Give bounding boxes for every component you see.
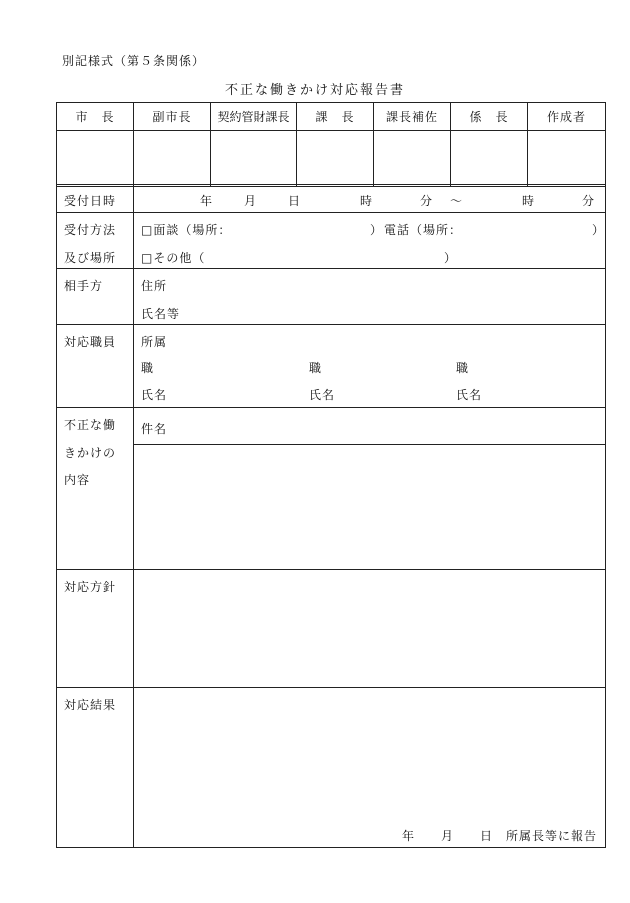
datetime-hour: 時	[360, 194, 373, 208]
content-label-line-3: 内容	[64, 473, 91, 487]
approval-header-mayor: 市 長	[57, 103, 134, 131]
other-close: ）	[444, 251, 458, 265]
reception-method-label-cell	[57, 213, 134, 269]
reception-method-label-2: 及び場所	[64, 251, 117, 265]
datetime-year: 年	[200, 194, 213, 208]
counterpart-address-label: 住所	[141, 279, 168, 293]
approval-table	[56, 102, 606, 187]
reception-method-label-1: 受付方法	[64, 223, 117, 237]
policy-label: 対応方針	[64, 580, 117, 594]
reception-method-field	[134, 213, 606, 269]
staff-name-label-3: 氏名	[456, 388, 483, 402]
reception-datetime-label: 受付日時	[64, 194, 117, 208]
staff-dept-label: 所属	[141, 335, 168, 349]
content-label-cell	[57, 408, 134, 570]
counterpart-field[interactable]	[134, 269, 606, 325]
phone-option[interactable]: 電話（場所：	[384, 223, 463, 237]
approval-header-deputy-mayor: 副市長	[134, 103, 211, 131]
datetime-hour-end: 時	[522, 194, 535, 208]
meeting-checkbox-option[interactable]: □面談（場所：	[141, 223, 232, 237]
result-field[interactable]	[134, 688, 606, 848]
reception-datetime-label-cell	[57, 185, 134, 213]
staff-name-label-2: 氏名	[309, 388, 336, 402]
result-label-cell	[57, 688, 134, 848]
approval-header-subsection-chief: 係 長	[451, 103, 528, 131]
staff-label-cell	[57, 325, 134, 408]
datetime-day: 日	[288, 194, 301, 208]
content-body-field[interactable]	[134, 445, 606, 570]
stamp-box-contract-manager[interactable]	[211, 131, 297, 187]
approval-header-section-chief: 課 長	[297, 103, 374, 131]
page-title: 不正な働きかけ対応報告書	[224, 83, 405, 98]
datetime-tilde: ～	[450, 194, 463, 208]
result-label: 対応結果	[64, 698, 117, 712]
content-subject-field[interactable]	[134, 408, 606, 445]
counterpart-name-label: 氏名等	[141, 307, 181, 321]
staff-position-label-2: 職	[309, 361, 323, 375]
approval-header-contract-manager: 契約管財課長	[211, 103, 297, 131]
datetime-minute-end: 分	[582, 194, 595, 208]
form-label: 別記様式（第５条関係）	[62, 54, 206, 68]
approval-header-author: 作成者	[528, 103, 606, 131]
counterpart-label-cell	[57, 269, 134, 325]
stamp-box-subsection-chief[interactable]	[451, 131, 528, 187]
staff-position-label-3: 職	[456, 361, 470, 375]
content-label-line-1: 不正な働	[64, 418, 117, 432]
content-label-line-2: きかけの	[64, 446, 117, 460]
stamp-box-author[interactable]	[528, 131, 606, 187]
datetime-month: 月	[244, 194, 257, 208]
counterpart-label: 相手方	[64, 279, 104, 293]
meeting-place-close: ）	[370, 223, 384, 237]
stamp-box-deputy-mayor[interactable]	[134, 131, 211, 187]
staff-field[interactable]	[134, 325, 606, 408]
approval-header-assistant-chief: 課長補佐	[374, 103, 451, 131]
policy-field[interactable]	[134, 570, 606, 688]
result-report-footer: 年 月 日 所属長等に報告	[401, 829, 597, 843]
reception-datetime-field[interactable]	[134, 185, 606, 213]
datetime-minute: 分	[420, 194, 433, 208]
report-table	[56, 184, 606, 848]
staff-position-label-1: 職	[141, 361, 155, 375]
phone-place-close: ）	[592, 223, 606, 237]
staff-label: 対応職員	[64, 335, 117, 349]
other-checkbox-option[interactable]: □その他（	[141, 251, 206, 265]
stamp-box-section-chief[interactable]	[297, 131, 374, 187]
staff-name-label-1: 氏名	[141, 388, 168, 402]
stamp-box-assistant-chief[interactable]	[374, 131, 451, 187]
policy-label-cell	[57, 570, 134, 688]
stamp-box-mayor[interactable]	[57, 131, 134, 187]
content-subject-label: 件名	[141, 422, 168, 436]
